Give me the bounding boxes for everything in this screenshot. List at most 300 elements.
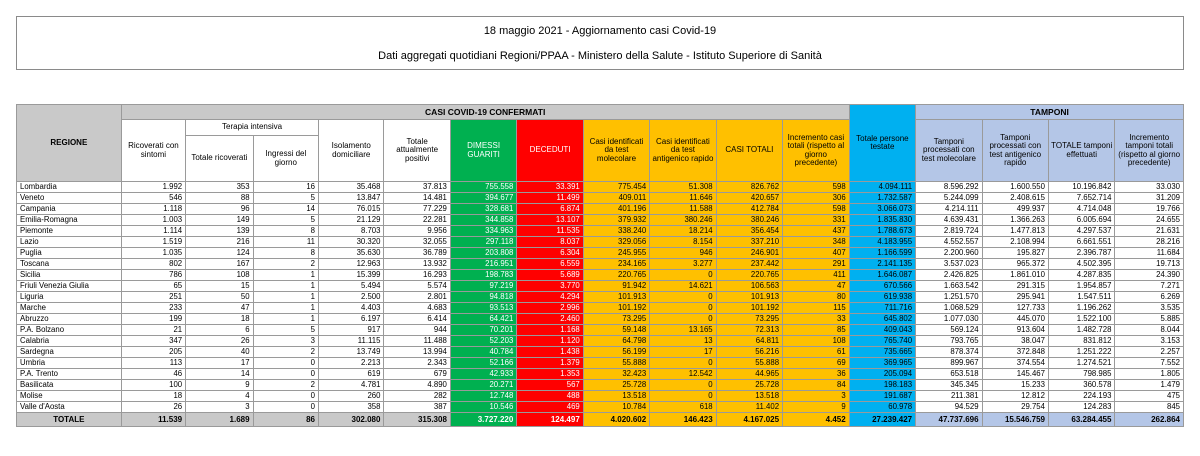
cell-ti-totale: 26 — [186, 336, 253, 347]
cell-casi-totali: 56.216 — [716, 347, 782, 358]
cell-ti-ingressi: 2 — [253, 347, 318, 358]
table-row — [17, 259, 1184, 270]
cell-deceduti: 469 — [517, 402, 583, 413]
cell-incremento-tamponi: 1.805 — [1115, 369, 1184, 380]
cell-incremento-tamponi: 6.269 — [1115, 292, 1184, 303]
cell-isolamento: 6.197 — [319, 314, 384, 325]
cell-incremento-casi: 47 — [783, 281, 850, 292]
cell-ti-ingressi: 0 — [253, 358, 318, 369]
cell-casi-antigenico: 0 — [650, 358, 716, 369]
cell-tamponi-totale: 6.005.694 — [1048, 215, 1114, 226]
cell-casi-molecolare: 401.196 — [583, 204, 649, 215]
cell-ricoverati: 251 — [121, 292, 185, 303]
cell-ti-totale: 149 — [186, 215, 253, 226]
cell-incremento-casi: 598 — [783, 182, 850, 193]
table-row — [17, 380, 1184, 391]
cell-ti-totale: 167 — [186, 259, 253, 270]
header-casi-group: CASI COVID-19 CONFERMATI — [121, 105, 849, 120]
cell-dimessi: 10.546 — [450, 402, 516, 413]
cell-incremento-casi: 437 — [783, 226, 850, 237]
cell-casi-totali: 106.563 — [716, 281, 782, 292]
cell-tamponi-molecolare: 345.345 — [916, 380, 982, 391]
cell-tamponi-totale: 2.396.787 — [1048, 248, 1114, 259]
table-row — [17, 292, 1184, 303]
cell-ti-ingressi: 1 — [253, 270, 318, 281]
cell-ti-totale: 216 — [186, 237, 253, 248]
cell-dimessi: 297.118 — [450, 237, 516, 248]
total-regione: TOTALE — [17, 413, 122, 427]
cell-tamponi-molecolare: 4.214.111 — [916, 204, 982, 215]
cell-deceduti: 1.120 — [517, 336, 583, 347]
cell-dimessi: 70.201 — [450, 325, 516, 336]
cell-casi-antigenico: 0 — [650, 303, 716, 314]
total-tamponi-antigenico: 15.546.759 — [982, 413, 1048, 427]
header-tamponi-totale: TOTALE tamponi effettuati — [1048, 120, 1114, 182]
cell-incremento-tamponi: 845 — [1115, 402, 1184, 413]
header-incremento-casi: Incremento casi totali (rispetto al giorno precedente) — [783, 120, 850, 182]
cell-ricoverati: 113 — [121, 358, 185, 369]
cell-attualmente-positivi: 9.956 — [384, 226, 450, 237]
cell-attualmente-positivi: 13.932 — [384, 259, 450, 270]
cell-persone-testate: 1.166.599 — [849, 248, 915, 259]
cell-incremento-casi: 9 — [783, 402, 850, 413]
cell-ti-ingressi: 2 — [253, 380, 318, 391]
cell-dimessi: 755.558 — [450, 182, 516, 193]
cell-tamponi-antigenico: 1.477.813 — [982, 226, 1048, 237]
cell-tamponi-antigenico: 2.108.994 — [982, 237, 1048, 248]
cell-isolamento: 2.213 — [319, 358, 384, 369]
cell-incremento-tamponi: 5.885 — [1115, 314, 1184, 325]
cell-ricoverati: 546 — [121, 193, 185, 204]
cell-isolamento: 76.015 — [319, 204, 384, 215]
cell-dimessi: 52.203 — [450, 336, 516, 347]
cell-casi-antigenico: 18.214 — [650, 226, 716, 237]
table-row — [17, 325, 1184, 336]
cell-ti-ingressi: 5 — [253, 325, 318, 336]
cell-persone-testate: 645.802 — [849, 314, 915, 325]
cell-isolamento: 11.115 — [319, 336, 384, 347]
cell-ti-totale: 9 — [186, 380, 253, 391]
header-casi-molecolare: Casi identificati da test molecolare — [583, 120, 649, 182]
cell-tamponi-molecolare: 569.124 — [916, 325, 982, 336]
cell-tamponi-totale: 4.287.835 — [1048, 270, 1114, 281]
cell-ricoverati: 21 — [121, 325, 185, 336]
cell-ricoverati: 65 — [121, 281, 185, 292]
cell-ti-totale: 40 — [186, 347, 253, 358]
cell-deceduti: 1.438 — [517, 347, 583, 358]
cell-dimessi: 328.681 — [450, 204, 516, 215]
cell-incremento-tamponi: 28.216 — [1115, 237, 1184, 248]
cell-tamponi-molecolare: 899.967 — [916, 358, 982, 369]
cell-incremento-casi: 331 — [783, 215, 850, 226]
cell-tamponi-totale: 798.985 — [1048, 369, 1114, 380]
cell-casi-totali: 101.192 — [716, 303, 782, 314]
header-deceduti: DECEDUTI — [517, 120, 583, 182]
cell-ricoverati: 18 — [121, 391, 185, 402]
cell-ricoverati: 1.114 — [121, 226, 185, 237]
cell-regione: Abruzzo — [17, 314, 122, 325]
total-casi-molecolare: 4.020.602 — [583, 413, 649, 427]
cell-tamponi-totale: 1.522.100 — [1048, 314, 1114, 325]
cell-incremento-casi: 85 — [783, 325, 850, 336]
table-header — [17, 105, 1184, 182]
table-row — [17, 193, 1184, 204]
cell-dimessi: 198.783 — [450, 270, 516, 281]
cell-ti-ingressi: 2 — [253, 259, 318, 270]
cell-incremento-tamponi: 21.631 — [1115, 226, 1184, 237]
cell-tamponi-molecolare: 2.426.825 — [916, 270, 982, 281]
cell-casi-totali: 412.784 — [716, 204, 782, 215]
cell-tamponi-antigenico: 913.604 — [982, 325, 1048, 336]
cell-persone-testate: 409.043 — [849, 325, 915, 336]
cell-ricoverati: 46 — [121, 369, 185, 380]
cell-ti-ingressi: 14 — [253, 204, 318, 215]
cell-persone-testate: 735.665 — [849, 347, 915, 358]
cell-tamponi-antigenico: 372.848 — [982, 347, 1048, 358]
cell-persone-testate: 670.566 — [849, 281, 915, 292]
cell-persone-testate: 191.687 — [849, 391, 915, 402]
cell-regione: Emilia-Romagna — [17, 215, 122, 226]
cell-attualmente-positivi: 5.574 — [384, 281, 450, 292]
cell-attualmente-positivi: 4.890 — [384, 380, 450, 391]
cell-ti-totale: 15 — [186, 281, 253, 292]
cell-tamponi-antigenico: 127.733 — [982, 303, 1048, 314]
cell-incremento-casi: 115 — [783, 303, 850, 314]
cell-incremento-tamponi: 31.209 — [1115, 193, 1184, 204]
cell-tamponi-molecolare: 653.518 — [916, 369, 982, 380]
cell-casi-totali: 101.913 — [716, 292, 782, 303]
total-casi-totali: 4.167.025 — [716, 413, 782, 427]
cell-tamponi-molecolare: 1.077.030 — [916, 314, 982, 325]
cell-tamponi-molecolare: 2.200.960 — [916, 248, 982, 259]
cell-regione: Sicilia — [17, 270, 122, 281]
cell-deceduti: 13.107 — [517, 215, 583, 226]
table-row — [17, 369, 1184, 380]
totals-row — [17, 413, 1184, 427]
cell-attualmente-positivi: 22.281 — [384, 215, 450, 226]
header-tamponi-molecolare: Tamponi processati con test molecolare — [916, 120, 982, 182]
cell-tamponi-totale: 1.547.511 — [1048, 292, 1114, 303]
total-incremento-tamponi: 262.864 — [1115, 413, 1184, 427]
cell-incremento-casi: 69 — [783, 358, 850, 369]
cell-attualmente-positivi: 679 — [384, 369, 450, 380]
cell-incremento-casi: 407 — [783, 248, 850, 259]
cell-deceduti: 11.499 — [517, 193, 583, 204]
cell-isolamento: 13.749 — [319, 347, 384, 358]
cell-regione: P.A. Bolzano — [17, 325, 122, 336]
cell-deceduti: 2.996 — [517, 303, 583, 314]
cell-casi-totali: 64.811 — [716, 336, 782, 347]
cell-tamponi-antigenico: 499.937 — [982, 204, 1048, 215]
cell-ricoverati: 1.118 — [121, 204, 185, 215]
cell-casi-molecolare: 101.913 — [583, 292, 649, 303]
cell-persone-testate: 4.183.955 — [849, 237, 915, 248]
cell-deceduti: 8.037 — [517, 237, 583, 248]
cell-casi-totali: 337.210 — [716, 237, 782, 248]
cell-dimessi: 344.858 — [450, 215, 516, 226]
cell-ti-totale: 96 — [186, 204, 253, 215]
cell-tamponi-antigenico: 374.554 — [982, 358, 1048, 369]
cell-regione: Calabria — [17, 336, 122, 347]
cell-casi-molecolare: 32.423 — [583, 369, 649, 380]
cell-casi-antigenico: 0 — [650, 270, 716, 281]
cell-incremento-tamponi: 19.713 — [1115, 259, 1184, 270]
cell-tamponi-totale: 224.193 — [1048, 391, 1114, 402]
cell-persone-testate: 369.965 — [849, 358, 915, 369]
cell-casi-molecolare: 234.165 — [583, 259, 649, 270]
cell-ricoverati: 1.003 — [121, 215, 185, 226]
header-dimessi: DIMESSI GUARITI — [450, 120, 516, 182]
cell-tamponi-totale: 1.954.857 — [1048, 281, 1114, 292]
cell-attualmente-positivi: 32.055 — [384, 237, 450, 248]
cell-incremento-casi: 348 — [783, 237, 850, 248]
cell-casi-antigenico: 0 — [650, 314, 716, 325]
cell-casi-antigenico: 11.588 — [650, 204, 716, 215]
cell-attualmente-positivi: 387 — [384, 402, 450, 413]
cell-attualmente-positivi: 2.801 — [384, 292, 450, 303]
cell-casi-antigenico: 17 — [650, 347, 716, 358]
total-persone-testate: 27.239.427 — [849, 413, 915, 427]
cell-casi-totali: 380.246 — [716, 215, 782, 226]
table-row — [17, 248, 1184, 259]
cell-casi-totali: 246.901 — [716, 248, 782, 259]
cell-casi-antigenico: 0 — [650, 391, 716, 402]
cell-incremento-tamponi: 24.390 — [1115, 270, 1184, 281]
cell-tamponi-totale: 1.482.728 — [1048, 325, 1114, 336]
cell-tamponi-molecolare: 1.251.570 — [916, 292, 982, 303]
cell-incremento-casi: 411 — [783, 270, 850, 281]
cell-ti-ingressi: 0 — [253, 369, 318, 380]
cell-tamponi-antigenico: 295.941 — [982, 292, 1048, 303]
cell-tamponi-totale: 831.812 — [1048, 336, 1114, 347]
cell-casi-molecolare: 245.955 — [583, 248, 649, 259]
header-attualmente-positivi: Totale attualmente positivi — [384, 120, 450, 182]
cell-isolamento: 5.494 — [319, 281, 384, 292]
cell-casi-antigenico: 0 — [650, 380, 716, 391]
cell-dimessi: 42.933 — [450, 369, 516, 380]
cell-tamponi-antigenico: 195.827 — [982, 248, 1048, 259]
cell-persone-testate: 1.788.673 — [849, 226, 915, 237]
cell-ricoverati: 786 — [121, 270, 185, 281]
cell-deceduti: 1.353 — [517, 369, 583, 380]
cell-casi-molecolare: 59.148 — [583, 325, 649, 336]
cell-casi-antigenico: 946 — [650, 248, 716, 259]
cell-incremento-casi: 84 — [783, 380, 850, 391]
cell-casi-totali: 356.454 — [716, 226, 782, 237]
cell-incremento-casi: 108 — [783, 336, 850, 347]
cell-persone-testate: 2.141.135 — [849, 259, 915, 270]
cell-ricoverati: 100 — [121, 380, 185, 391]
cell-regione: Toscana — [17, 259, 122, 270]
table-row — [17, 237, 1184, 248]
total-ti-ingressi: 86 — [253, 413, 318, 427]
cell-tamponi-totale: 1.251.222 — [1048, 347, 1114, 358]
cell-casi-antigenico: 3.277 — [650, 259, 716, 270]
cell-dimessi: 64.421 — [450, 314, 516, 325]
cell-ti-ingressi: 8 — [253, 226, 318, 237]
cell-tamponi-antigenico: 1.861.010 — [982, 270, 1048, 281]
cell-ricoverati: 347 — [121, 336, 185, 347]
cell-casi-molecolare: 101.192 — [583, 303, 649, 314]
cell-regione: Lombardia — [17, 182, 122, 193]
cell-deceduti: 4.294 — [517, 292, 583, 303]
cell-tamponi-antigenico: 12.812 — [982, 391, 1048, 402]
cell-ti-totale: 6 — [186, 325, 253, 336]
header-casi-totali: CASI TOTALI — [716, 120, 782, 182]
table-row — [17, 270, 1184, 281]
total-incremento-casi: 4.452 — [783, 413, 850, 427]
cell-dimessi: 12.748 — [450, 391, 516, 402]
cell-tamponi-molecolare: 94.529 — [916, 402, 982, 413]
cell-attualmente-positivi: 282 — [384, 391, 450, 402]
cell-persone-testate: 198.183 — [849, 380, 915, 391]
cell-isolamento: 8.703 — [319, 226, 384, 237]
cell-incremento-tamponi: 11.684 — [1115, 248, 1184, 259]
cell-persone-testate: 619.938 — [849, 292, 915, 303]
cell-regione: Piemonte — [17, 226, 122, 237]
cell-dimessi: 216.951 — [450, 259, 516, 270]
cell-deceduti: 2.460 — [517, 314, 583, 325]
cell-ti-totale: 124 — [186, 248, 253, 259]
cell-casi-totali: 25.728 — [716, 380, 782, 391]
cell-isolamento: 917 — [319, 325, 384, 336]
cell-persone-testate: 4.094.111 — [849, 182, 915, 193]
cell-casi-molecolare: 73.295 — [583, 314, 649, 325]
cell-tamponi-molecolare: 211.381 — [916, 391, 982, 402]
cell-deceduti: 11.535 — [517, 226, 583, 237]
cell-persone-testate: 3.066.073 — [849, 204, 915, 215]
header-tamponi-group: TAMPONI — [916, 105, 1184, 120]
cell-casi-molecolare: 409.011 — [583, 193, 649, 204]
cell-tamponi-molecolare: 4.552.557 — [916, 237, 982, 248]
cell-ricoverati: 199 — [121, 314, 185, 325]
cell-casi-antigenico: 14.621 — [650, 281, 716, 292]
cell-casi-molecolare: 55.888 — [583, 358, 649, 369]
cell-isolamento: 260 — [319, 391, 384, 402]
cell-tamponi-totale: 1.274.521 — [1048, 358, 1114, 369]
cell-tamponi-molecolare: 3.537.023 — [916, 259, 982, 270]
cell-deceduti: 1.379 — [517, 358, 583, 369]
cell-tamponi-molecolare: 5.244.099 — [916, 193, 982, 204]
cell-regione: Basilicata — [17, 380, 122, 391]
cell-isolamento: 30.320 — [319, 237, 384, 248]
cell-isolamento: 13.847 — [319, 193, 384, 204]
cell-tamponi-antigenico: 1.366.263 — [982, 215, 1048, 226]
cell-casi-molecolare: 91.942 — [583, 281, 649, 292]
header-isolamento: Isolamento domiciliare — [319, 120, 384, 182]
cell-casi-totali: 55.888 — [716, 358, 782, 369]
table-row — [17, 358, 1184, 369]
total-attualmente-positivi: 315.308 — [384, 413, 450, 427]
cell-casi-antigenico: 12.542 — [650, 369, 716, 380]
cell-incremento-casi: 3 — [783, 391, 850, 402]
cell-ti-ingressi: 1 — [253, 292, 318, 303]
cell-tamponi-molecolare: 8.596.292 — [916, 182, 982, 193]
cell-regione: Sardegna — [17, 347, 122, 358]
header-ti-ingressi: Ingressi del giorno — [253, 136, 318, 182]
cell-deceduti: 567 — [517, 380, 583, 391]
cell-regione: Molise — [17, 391, 122, 402]
cell-regione: Liguria — [17, 292, 122, 303]
cell-incremento-tamponi: 1.479 — [1115, 380, 1184, 391]
table-row — [17, 204, 1184, 215]
cell-casi-molecolare: 64.798 — [583, 336, 649, 347]
table-row — [17, 347, 1184, 358]
cell-tamponi-totale: 6.661.551 — [1048, 237, 1114, 248]
cell-casi-molecolare: 220.765 — [583, 270, 649, 281]
cell-tamponi-antigenico: 965.372 — [982, 259, 1048, 270]
report-title: 18 maggio 2021 - Aggiornamento casi Covid-19 — [483, 25, 717, 37]
cell-ti-totale: 353 — [186, 182, 253, 193]
table-row — [17, 336, 1184, 347]
total-ti-totale: 1.689 — [186, 413, 253, 427]
cell-incremento-casi: 598 — [783, 204, 850, 215]
cell-ti-totale: 88 — [186, 193, 253, 204]
cell-dimessi: 20.271 — [450, 380, 516, 391]
table-row — [17, 182, 1184, 193]
cell-casi-molecolare: 329.056 — [583, 237, 649, 248]
cell-ti-ingressi: 8 — [253, 248, 318, 259]
report-subtitle: Dati aggregati quotidiani Regioni/PPAA - Ministero della Salute - Istituto Superiore di Sanità — [378, 50, 822, 62]
cell-casi-totali: 44.965 — [716, 369, 782, 380]
cell-casi-molecolare: 338.240 — [583, 226, 649, 237]
cell-attualmente-positivi: 6.414 — [384, 314, 450, 325]
cell-regione: Puglia — [17, 248, 122, 259]
cell-incremento-casi: 33 — [783, 314, 850, 325]
cell-tamponi-antigenico: 2.408.615 — [982, 193, 1048, 204]
table-row — [17, 314, 1184, 325]
cell-tamponi-antigenico: 291.315 — [982, 281, 1048, 292]
cell-ricoverati: 205 — [121, 347, 185, 358]
cell-casi-antigenico: 11.646 — [650, 193, 716, 204]
cell-casi-totali: 237.442 — [716, 259, 782, 270]
cell-casi-totali: 220.765 — [716, 270, 782, 281]
cell-tamponi-totale: 124.283 — [1048, 402, 1114, 413]
cell-incremento-tamponi: 3.153 — [1115, 336, 1184, 347]
cell-isolamento: 35.630 — [319, 248, 384, 259]
header-casi-antigenico: Casi identificati da test antigenico rapido — [650, 120, 716, 182]
cell-casi-antigenico: 380.246 — [650, 215, 716, 226]
cell-casi-molecolare: 10.784 — [583, 402, 649, 413]
cell-ti-totale: 17 — [186, 358, 253, 369]
cell-incremento-casi: 291 — [783, 259, 850, 270]
cell-persone-testate: 1.732.587 — [849, 193, 915, 204]
cell-casi-molecolare: 13.518 — [583, 391, 649, 402]
cell-incremento-casi: 36 — [783, 369, 850, 380]
table-row — [17, 402, 1184, 413]
header-ti-totale: Totale ricoverati — [186, 136, 253, 182]
total-casi-antigenico: 146.423 — [650, 413, 716, 427]
covid-data-table — [16, 104, 1184, 427]
cell-isolamento: 21.129 — [319, 215, 384, 226]
cell-casi-antigenico: 618 — [650, 402, 716, 413]
cell-attualmente-positivi: 14.481 — [384, 193, 450, 204]
cell-isolamento: 4.781 — [319, 380, 384, 391]
cell-deceduti: 33.391 — [517, 182, 583, 193]
cell-attualmente-positivi: 944 — [384, 325, 450, 336]
table-body — [17, 182, 1184, 427]
cell-ti-totale: 50 — [186, 292, 253, 303]
cell-dimessi: 97.219 — [450, 281, 516, 292]
table-row — [17, 281, 1184, 292]
cell-deceduti: 488 — [517, 391, 583, 402]
cell-dimessi: 52.166 — [450, 358, 516, 369]
cell-incremento-tamponi: 475 — [1115, 391, 1184, 402]
cell-attualmente-positivi: 4.683 — [384, 303, 450, 314]
table-row — [17, 226, 1184, 237]
cell-casi-antigenico: 51.308 — [650, 182, 716, 193]
cell-dimessi: 94.818 — [450, 292, 516, 303]
